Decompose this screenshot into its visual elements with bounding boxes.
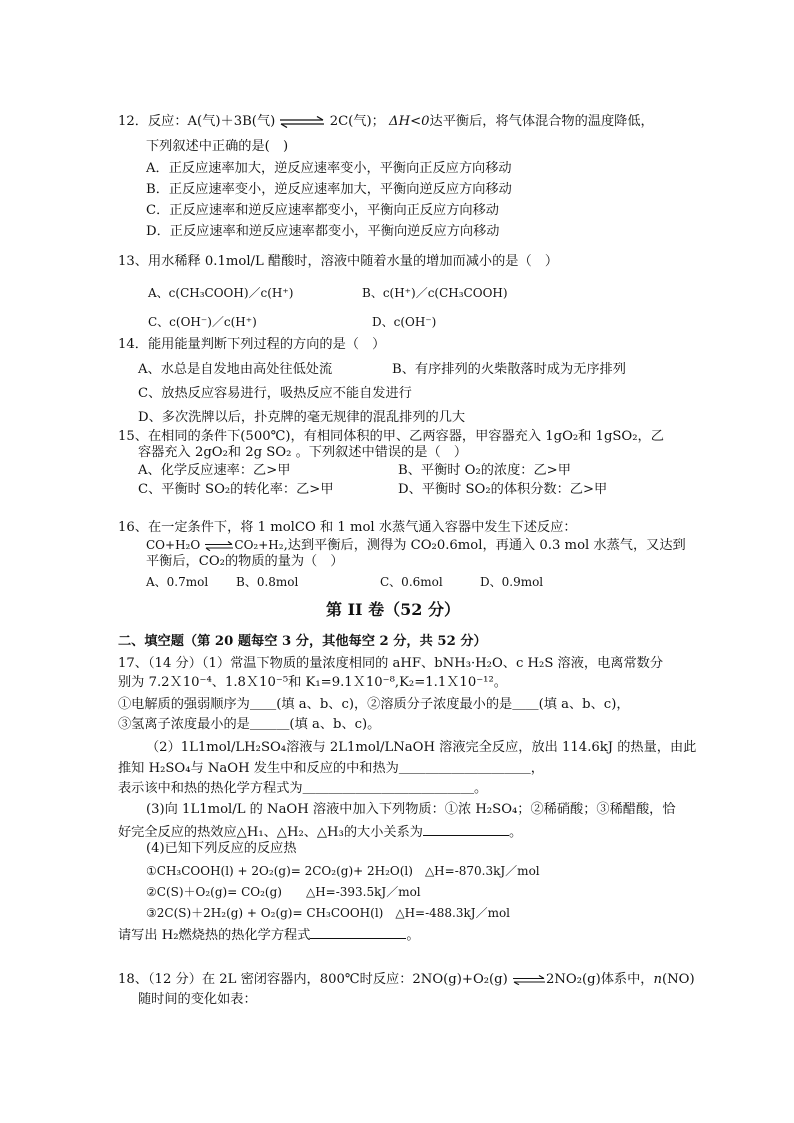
q16-option-a: A、0.7mol xyxy=(146,575,209,589)
q15-option-c: C、平衡时 SO₂的转化率：乙>甲 xyxy=(138,482,334,497)
q14-option-a: A、水总是自发地由高处往低处流 xyxy=(138,362,333,377)
q14-option-d: D、多次洗牌以后，扑克牌的毫无规律的混乱排列的几大 xyxy=(138,410,466,425)
q17-line5: （2）1L1mol/LH₂SO₄溶液与 2L1mol/LNaOH 溶液完全反应，放出 114.6kJ 的热量，由此 xyxy=(146,740,697,755)
q14-stem: 14．能用能量判断下列过程的方向的是（ ） xyxy=(118,337,386,352)
q15-line2: 容器充入 2gO₂和 2g SO₂ 。下列叙述中错误的是（ ） xyxy=(138,445,468,460)
q17-line14-end: 。 xyxy=(406,928,420,943)
q12-stem-tail: 达平衡后，将气体混合物的温度降低， xyxy=(429,114,654,129)
q18-line2: 随时间的变化如表： xyxy=(138,992,257,1007)
q18-n-symbol: n xyxy=(653,972,662,987)
q17-line4: ③氢离子浓度最小的是＿＿＿(填 a、b、c)。 xyxy=(118,717,381,732)
q17-line14-text: 请写出 H₂燃烧热的热化学方程式 xyxy=(118,928,311,943)
q17-line8: (3)向 1L1mol/L 的 NaOH 溶液中加入下列物质：①浓 H₂SO₄；②稀硝酸；③稀醋酸，恰 xyxy=(146,802,676,817)
q12-number: 12． xyxy=(118,114,148,129)
q17-equation-2: ②C(S)＋O₂(g)= CO₂(g) △H=-393.5kJ／mol xyxy=(146,885,421,899)
q17-equation-3: ③2C(S)＋2H₂(g) + O₂(g)= CH₃COOH(l) △H=-488.3kJ／mol xyxy=(146,906,511,920)
q12-option-a: A．正反应速率加大，逆反应速率变小，平衡向正反应方向移动 xyxy=(146,161,512,176)
q18-line1 xyxy=(118,970,695,990)
q13-option-d: D、c(OH⁻) xyxy=(372,315,437,329)
q12-products: 2C(气)； xyxy=(329,114,385,129)
answer-blank xyxy=(423,821,509,836)
q12-delta-h: ΔH<0 xyxy=(389,114,430,129)
q18-reaction-tail: 2NO₂(g)体系中， xyxy=(545,972,654,987)
q12-reactants: 反应：A(气)＋3B(气) xyxy=(147,114,276,129)
reversible-arrow-icon xyxy=(204,541,234,551)
q17-line3: ①电解质的强弱顺序为＿＿(填 a、b、c)，②溶质分子浓度最小的是＿＿(填 a、b、c)， xyxy=(118,697,630,712)
q14-option-b: B、有序排列的火柴散落时成为无序排列 xyxy=(392,362,626,377)
q18-reaction: 18、（12 分）在 2L 密闭容器内，800℃时反应：2NO(g)+O₂(g) xyxy=(118,972,508,987)
q16-option-d: D、0.9mol xyxy=(480,575,544,589)
q17-line7: 表示该中和热的热化学方程式为＿＿＿＿＿＿＿＿＿＿＿＿＿。 xyxy=(118,781,488,796)
q17-line1: 17、（14 分）（1）常温下物质的量浓度相同的 aHF、bNH₃·H₂O、c H₂S 溶液，电离常数分 xyxy=(118,656,664,671)
q17-line9-text: 好完全反应的热效应△H₁、△H₂、△H₃的大小关系为 xyxy=(118,825,423,840)
q12-line2: 下列叙述中正确的是( ) xyxy=(146,139,289,154)
q16-line3: 平衡后，CO₂的物质的量为（ ） xyxy=(146,554,344,569)
q17-line10: (4)已知下列反应的反应热 xyxy=(146,841,297,856)
q12-option-b: B．正反应速率变小，逆反应速率加大，平衡向逆反应方向移动 xyxy=(146,182,512,197)
q13-option-c: C、c(OH⁻)／c(H⁺) xyxy=(148,315,257,329)
reversible-arrow-icon xyxy=(512,975,546,985)
q15-option-a: A、化学反应速率：乙>甲 xyxy=(138,463,291,478)
q17-line2: 别为 7.2Ｘ10⁻⁴、1.8Ｘ10⁻⁵和 K₁=9.1Ｘ10⁻⁸,K₂=1.1Ｘ10⁻¹²。 xyxy=(118,675,507,690)
q16-eq-left: CO+H₂O xyxy=(146,538,201,552)
q15-option-b: B、平衡时 O₂的浓度：乙>甲 xyxy=(398,463,571,478)
q17-line14 xyxy=(118,924,420,946)
q12-option-c: C．正反应速率和逆反应速率都变小，平衡向正反应方向移动 xyxy=(146,203,499,218)
q12-line1 xyxy=(118,112,654,132)
q15-line1: 15、在相同的条件下(500℃)，有相同体积的甲、乙两容器，甲容器充入 1gO₂和 1gSO₂，乙 xyxy=(118,429,664,444)
section-heading: 二、填空题（第 20 题每空 3 分，其他每空 2 分，共 52 分） xyxy=(118,634,487,649)
q17-line6: 推知 H₂SO₄与 NaOH 发生中和反应的中和热为＿＿＿＿＿＿＿＿＿＿， xyxy=(118,761,544,776)
q12-option-d: D．正反应速率和逆反应速率都变小，平衡向逆反应方向移动 xyxy=(146,224,500,239)
reversible-arrow-icon xyxy=(279,116,325,128)
q13-stem: 13、用水稀释 0.1mol/L 醋酸时，溶液中随着水量的增加而减小的是（ ） xyxy=(118,254,559,269)
q16-line1: 16、在一定条件下，将 1 molCO 和 1 mol 水蒸气通入容器中发生下述反应： xyxy=(118,520,577,535)
q17-line9-end: 。 xyxy=(508,825,523,840)
q14-option-c: C、放热反应容易进行，吸热反应不能自发进行 xyxy=(138,386,412,401)
q17-equation-1: ①CH₃COOH(l) + 2O₂(g)= 2CO₂(g)+ 2H₂O(l) △H=-870.3kJ／mol xyxy=(146,864,540,878)
q18-no: (NO) xyxy=(662,972,695,987)
answer-blank xyxy=(310,924,406,939)
q16-eq-right: CO₂+H₂ xyxy=(234,538,284,552)
q15-option-d: D、平衡时 SO₂的体积分数：乙>甲 xyxy=(398,482,608,497)
q16-line2-tail: ,达到平衡后，测得为 CO₂0.6mol，再通入 0.3 mol 水蒸气，又达到 xyxy=(283,538,686,553)
q16-option-c: C、0.6mol xyxy=(380,575,443,589)
q13-option-a: A、c(CH₃COOH)／c(H⁺) xyxy=(148,286,294,300)
part2-heading: 第 II 卷（52 分） xyxy=(326,600,460,619)
q16-option-b: B、0.8mol xyxy=(236,575,299,589)
q13-option-b: B、c(H⁺)／c(CH₃COOH) xyxy=(362,286,508,300)
